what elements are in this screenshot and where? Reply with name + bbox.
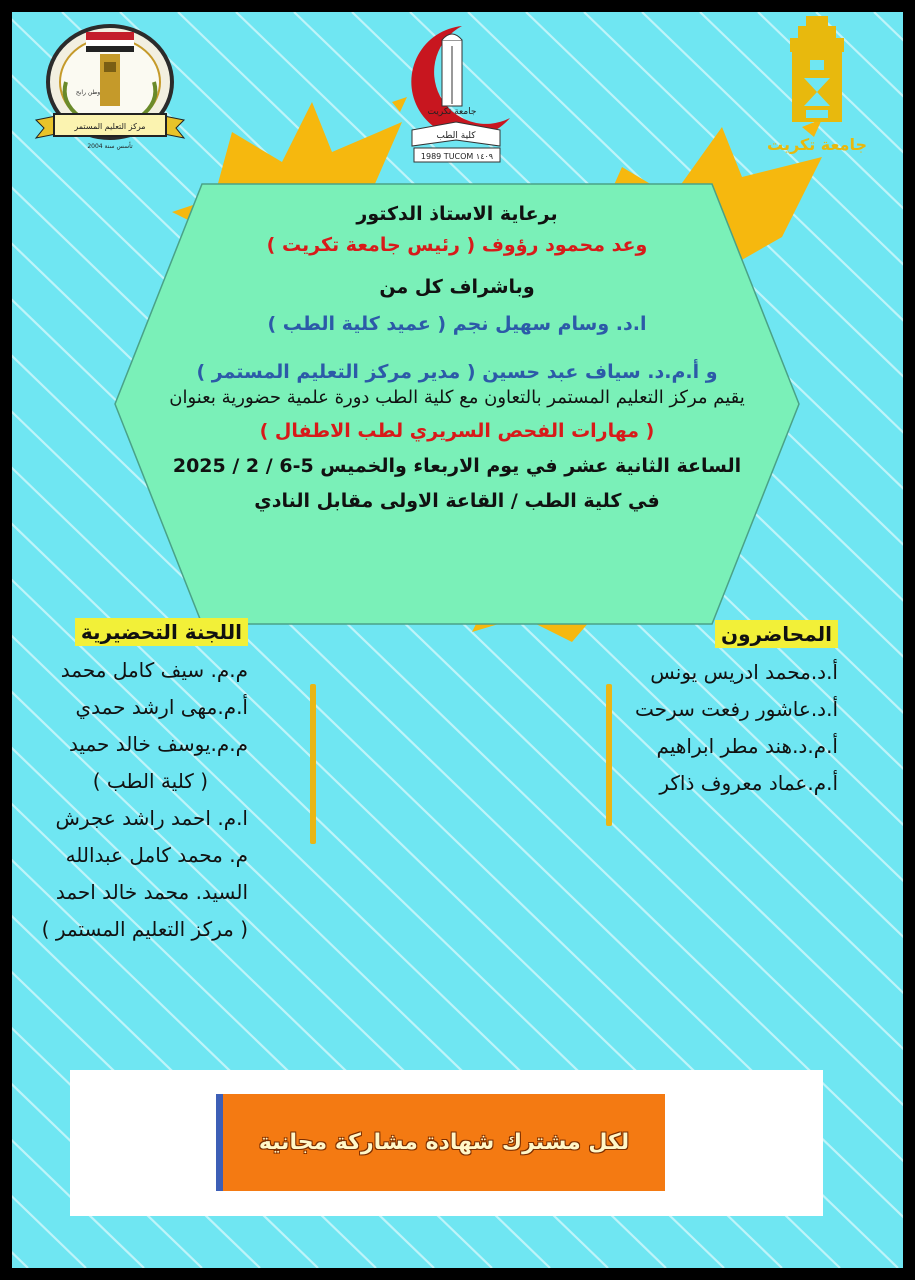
lecturers-title: المحاضرون [715, 620, 838, 648]
course-date-time: الساعة الثانية عشر في يوم الاربعاء والخميس 5-6 / 2 / 2025 [172, 455, 742, 477]
lecturers-divider [606, 684, 612, 826]
course-announcement: يقيم مركز التعليم المستمر بالتعاون مع كلية الطب دورة علمية حضورية بعنوان [169, 387, 745, 408]
committee-section [32, 618, 248, 948]
continuing-education-center-logo [30, 22, 190, 162]
certificate-text: لكل مشترك شهادة مشاركة مجانية [258, 1130, 630, 1155]
university-name-text: جامعة تكريت [767, 135, 867, 154]
committee-member: السيد. محمد خالد احمد [55, 880, 248, 904]
college-name-text: كلية الطب [436, 131, 476, 141]
course-title: ( مهارات الفحص السريري لطب الاطفال ) [259, 420, 655, 442]
committee-list [32, 652, 248, 948]
committee-member: م. محمد كامل عبدالله [65, 843, 248, 867]
committee-member: م.م. سيف كامل محمد [60, 658, 248, 682]
college-code-text: 1989 TUCOM ١٤٠٩ [420, 152, 494, 161]
certificate-banner [216, 1094, 665, 1191]
college-dean: ا.د. وسام سهيل نجم ( عميد كلية الطب ) [267, 313, 647, 335]
supervision-intro: وباشراف كل من [379, 276, 535, 298]
sponsorship-intro: برعاية الاستاذ الدكتور [356, 203, 558, 225]
lecturers-list [624, 654, 838, 802]
sponsorship-announcement [107, 200, 807, 515]
seal-university-text: جامعة تكريت [427, 107, 477, 117]
logo-banner-text: مركز التعليم المستمر [74, 122, 146, 131]
committee-member: أ.م.مهى ارشد حمدي [75, 695, 248, 719]
lecturer-item: أ.د.محمد ادريس يونس [650, 660, 838, 684]
lecturer-item: أ.م.د.هند مطر ابراهيم [656, 734, 838, 758]
university-president: وعد محمود رؤوف ( رئيس جامعة تكريت ) [266, 234, 648, 256]
tikrit-university-logo [762, 12, 872, 162]
logo-motto-text: وطن رابح [75, 89, 101, 96]
committee-divider [310, 684, 316, 844]
committee-member: م.م.يوسف خالد حميد [68, 732, 248, 756]
lecturers-section [624, 620, 838, 802]
course-location: في كلية الطب / القاعة الاولى مقابل النادي [254, 490, 660, 512]
college-of-medicine-logo [392, 22, 522, 170]
committee-affiliation: ( كلية الطب ) [92, 769, 208, 793]
center-director: و أ.م.د. سياف عبد حسين ( مدير مركز التعليم المستمر ) [196, 361, 718, 383]
committee-affiliation: ( مركز التعليم المستمر ) [41, 917, 248, 941]
poster [12, 12, 903, 1268]
committee-member: ا.م. احمد راشد عجرش [55, 806, 248, 830]
logo-year-text: تأسس سنة 2004 [87, 143, 133, 150]
lecturer-item: أ.د.عاشور رفعت سرحت [635, 697, 838, 721]
committee-title: اللجنة التحضيرية [75, 618, 248, 646]
lecturer-item: أ.م.عماد معروف ذاكر [659, 771, 838, 795]
